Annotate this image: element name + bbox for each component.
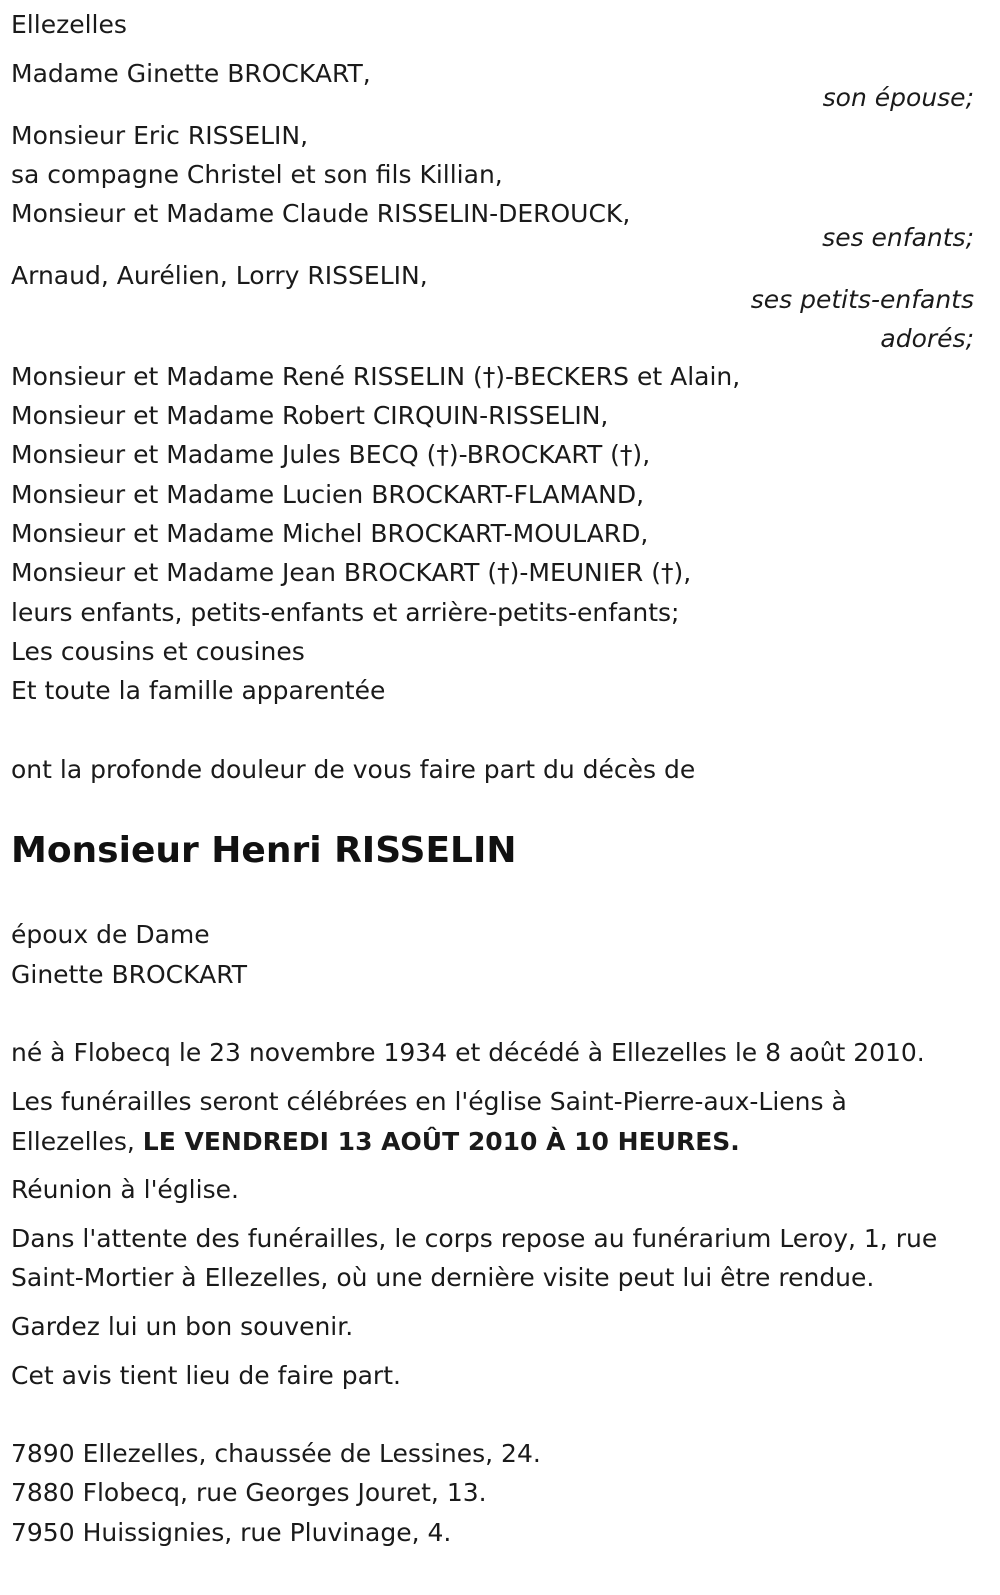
relative-line: leurs enfants, petits-enfants et arrière-petits-enfants;	[11, 598, 680, 627]
deceased-spouse: Ginette BROCKART	[11, 960, 248, 989]
relative-line: Monsieur et Madame Lucien BROCKART-FLAMAND,	[11, 480, 645, 509]
address-line: 7880 Flobecq, rue Georges Jouret, 13.	[11, 1478, 487, 1507]
announcement-text: ont la profonde douleur de vous faire part du décès de	[11, 755, 696, 784]
funeral-datetime: LE VENDREDI 13 AOÛT 2010 À 10 HEURES.	[142, 1127, 740, 1156]
deceased-spouse: époux de Dame	[11, 920, 210, 949]
spouse-name: Madame Ginette BROCKART,	[11, 59, 371, 88]
funeral-line: Les funérailles seront célébrées en l'église Saint-Pierre-aux-Liens à	[11, 1087, 847, 1116]
funeral-line	[11, 1122, 740, 1161]
address-line: 7950 Huissignies, rue Pluvinage, 4.	[11, 1518, 452, 1547]
grandchildren-names: Arnaud, Aurélien, Lorry RISSELIN,	[11, 261, 428, 290]
relative-line: Monsieur et Madame Michel BROCKART-MOULARD,	[11, 519, 649, 548]
child-line: Monsieur Eric RISSELIN,	[11, 121, 309, 150]
funeral-place: Ellezelles,	[11, 1127, 135, 1156]
rest-line: Saint-Mortier à Ellezelles, où une dernière visite peut lui être rendue.	[11, 1263, 875, 1292]
child-line: sa compagne Christel et son fils Killian,	[11, 160, 503, 189]
relative-line: Monsieur et Madame Jules BECQ (†)-BROCKART (†),	[11, 440, 651, 469]
children-role: ses enfants;	[822, 223, 974, 252]
spouse-role: son épouse;	[822, 83, 974, 112]
deceased-name: Monsieur Henri RISSELIN	[11, 830, 517, 871]
relative-line: Monsieur et Madame Jean BROCKART (†)-MEUNIER (†),	[11, 558, 692, 587]
place-heading: Ellezelles	[11, 10, 127, 39]
souvenir-text: Gardez lui un bon souvenir.	[11, 1312, 354, 1341]
birth-death-text: né à Flobecq le 23 novembre 1934 et décédé à Ellezelles le 8 août 2010.	[11, 1038, 925, 1067]
relative-line: Et toute la famille apparentée	[11, 676, 386, 705]
relative-line: Les cousins et cousines	[11, 637, 305, 666]
relative-line: Monsieur et Madame René RISSELIN (†)-BECKERS et Alain,	[11, 362, 741, 391]
relative-line: Monsieur et Madame Robert CIRQUIN-RISSELIN,	[11, 401, 609, 430]
notice-text: Cet avis tient lieu de faire part.	[11, 1361, 401, 1390]
child-line: Monsieur et Madame Claude RISSELIN-DEROUCK,	[11, 199, 631, 228]
meeting-text: Réunion à l'église.	[11, 1175, 239, 1204]
address-line: 7890 Ellezelles, chaussée de Lessines, 24.	[11, 1439, 541, 1468]
grandchildren-role: ses petits-enfants	[750, 285, 974, 314]
grandchildren-role: adorés;	[880, 324, 974, 353]
rest-line: Dans l'attente des funérailles, le corps repose au funérarium Leroy, 1, rue	[11, 1224, 938, 1253]
